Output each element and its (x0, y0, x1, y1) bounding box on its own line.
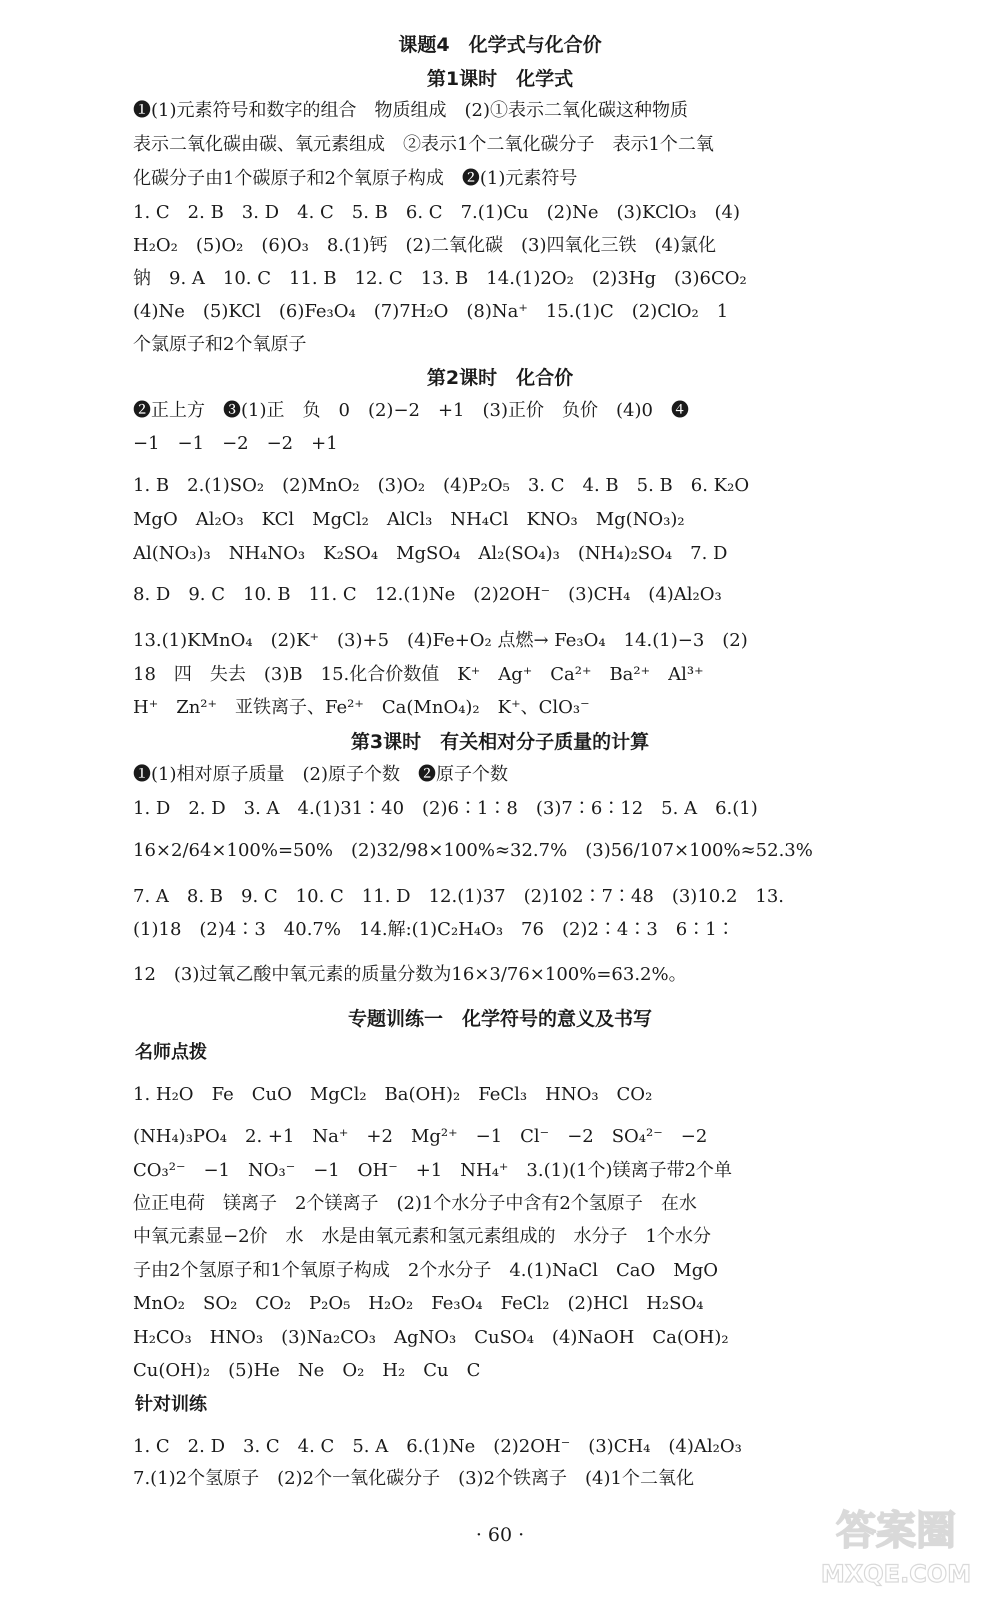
teacher-tips-label: 名师点拨 (135, 1042, 207, 1063)
text-line: 表示二氧化碳由碳、氧元素组成 ②表示1个二氧化碳分子 表示1个二氧 (133, 134, 714, 155)
text-line: (4)Ne (5)KCl (6)Fe₃O₄ (7)7H₂O (8)Na⁺ 15.(1)C (2)ClO₂ 1 (133, 301, 729, 322)
text-line: 化碳分子由1个碳原子和2个氧原子构成 ❷(1)元素符号 (133, 168, 578, 189)
text-line: 13.(1)KMnO₄ (2)K⁺ (3)+5 (4)Fe+O₂ 点燃→ Fe₃O₄ 14.(1)−3 (2) (133, 630, 748, 651)
text-line: 个氯原子和2个氧原子 (133, 334, 307, 355)
text-line: ❷正上方 ❸(1)正 负 0 (2)−2 +1 (3)正价 负价 (4)0 ❹ (133, 400, 689, 421)
text-line: H⁺ Zn²⁺ 亚铁离子、Fe²⁺ Ca(MnO₄)₂ K⁺、ClO₃⁻ (133, 697, 590, 718)
text-line: 1. B 2.(1)SO₂ (2)MnO₂ (3)O₂ (4)P₂O₅ 3. C 4. B 5. B 6. K₂O (133, 475, 750, 496)
text-line: 钠 9. A 10. C 11. B 12. C 13. B 14.(1)2O₂ (2)3Hg (3)6CO₂ (133, 268, 747, 289)
text-line: 1. C 2. D 3. C 4. C 5. A 6.(1)Ne (2)2OH⁻ (3)CH₄ (4)Al₂O₃ (133, 1436, 742, 1457)
text-line: 1. C 2. B 3. D 4. C 5. B 6. C 7.(1)Cu (2)Ne (3)KClO₃ (4) (133, 202, 740, 223)
text-line: H₂CO₃ HNO₃ (3)Na₂CO₃ AgNO₃ CuSO₄ (4)NaOH Ca(OH)₂ (133, 1327, 729, 1348)
text-line: 7. A 8. B 9. C 10. C 11. D 12.(1)37 (2)102∶7∶48 (3)10.2 13. (133, 886, 785, 907)
text-line: −1 −1 −2 −2 +1 (133, 433, 338, 454)
lesson-heading: 课题4 化学式与化合价 (398, 34, 602, 56)
class2-heading: 第2课时 化合价 (426, 367, 574, 389)
topic-heading: 专题训练一 化学符号的意义及书写 (347, 1008, 652, 1030)
text-line: (NH₄)₃PO₄ 2. +1 Na⁺ +2 Mg²⁺ −1 Cl⁻ −2 SO₄²⁻ −2 (133, 1126, 708, 1147)
text-line: 18 四 失去 (3)B 15.化合价数值 K⁺ Ag⁺ Ca²⁺ Ba²⁺ Al³⁺ (133, 664, 704, 685)
text-line: 子由2个氢原子和1个氧原子构成 2个水分子 4.(1)NaCl CaO MgO (133, 1260, 719, 1281)
text-line: MgO Al₂O₃ KCl MgCl₂ AlCl₃ NH₄Cl KNO₃ Mg(NO₃)₂ (133, 509, 685, 530)
watermark-title: 答案圈 (836, 1508, 956, 1554)
page-number: · 60 · (475, 1524, 525, 1546)
text-line: Cu(OH)₂ (5)He Ne O₂ H₂ Cu C (133, 1360, 481, 1381)
class1-heading: 第1课时 化学式 (426, 68, 574, 90)
text-line: ❶(1)元素符号和数字的组合 物质组成 (2)①表示二氧化碳这种物质 (133, 100, 688, 121)
text-line: 中氧元素显−2价 水 水是由氧元素和氢元素组成的 水分子 1个水分 (133, 1226, 711, 1247)
practice-label: 针对训练 (135, 1394, 207, 1415)
text-line: 1. H₂O Fe CuO MgCl₂ Ba(OH)₂ FeCl₃ HNO₃ CO₂ (133, 1084, 653, 1105)
text-line: H₂O₂ (5)O₂ (6)O₃ 8.(1)钙 (2)二氧化碳 (3)四氧化三铁 (4)氯化 (133, 235, 716, 256)
text-line: 1. D 2. D 3. A 4.(1)31∶40 (2)6∶1∶8 (3)7∶6∶12 5. A 6.(1) (133, 798, 758, 819)
text-line: 7.(1)2个氢原子 (2)2个一氧化碳分子 (3)2个铁离子 (4)1个二氧化 (133, 1468, 694, 1489)
class3-heading: 第3课时 有关相对分子质量的计算 (350, 731, 650, 753)
text-line: (1)18 (2)4∶3 40.7% 14.解:(1)C₂H₄O₃ 76 (2)2∶4∶3 6∶1∶ (133, 919, 735, 940)
text-line: 16×2/64×100%=50% (2)32/98×100%≈32.7% (3)56/107×100%≈52.3% (133, 840, 813, 861)
text-line: ❶(1)相对原子质量 (2)原子个数 ❷原子个数 (133, 764, 508, 785)
text-line: 位正电荷 镁离子 2个镁离子 (2)1个水分子中含有2个氢原子 在水 (133, 1193, 697, 1214)
text-line: Al(NO₃)₃ NH₄NO₃ K₂SO₄ MgSO₄ Al₂(SO₄)₃ (NH₄)₂SO₄ 7. D (133, 543, 728, 564)
text-line: 8. D 9. C 10. B 11. C 12.(1)Ne (2)2OH⁻ (3)CH₄ (4)Al₂O₃ (133, 584, 722, 605)
watermark-url: MXQE.COM (820, 1560, 972, 1588)
text-line: MnO₂ SO₂ CO₂ P₂O₅ H₂O₂ Fe₃O₄ FeCl₂ (2)HCl H₂SO₄ (133, 1293, 704, 1314)
text-line: CO₃²⁻ −1 NO₃⁻ −1 OH⁻ +1 NH₄⁺ 3.(1)(1个)镁离子带2个单 (133, 1160, 733, 1181)
watermark-logo (806, 1492, 986, 1592)
text-line: 12 (3)过氧乙酸中氧元素的质量分数为16×3/76×100%=63.2%。 (133, 964, 687, 985)
